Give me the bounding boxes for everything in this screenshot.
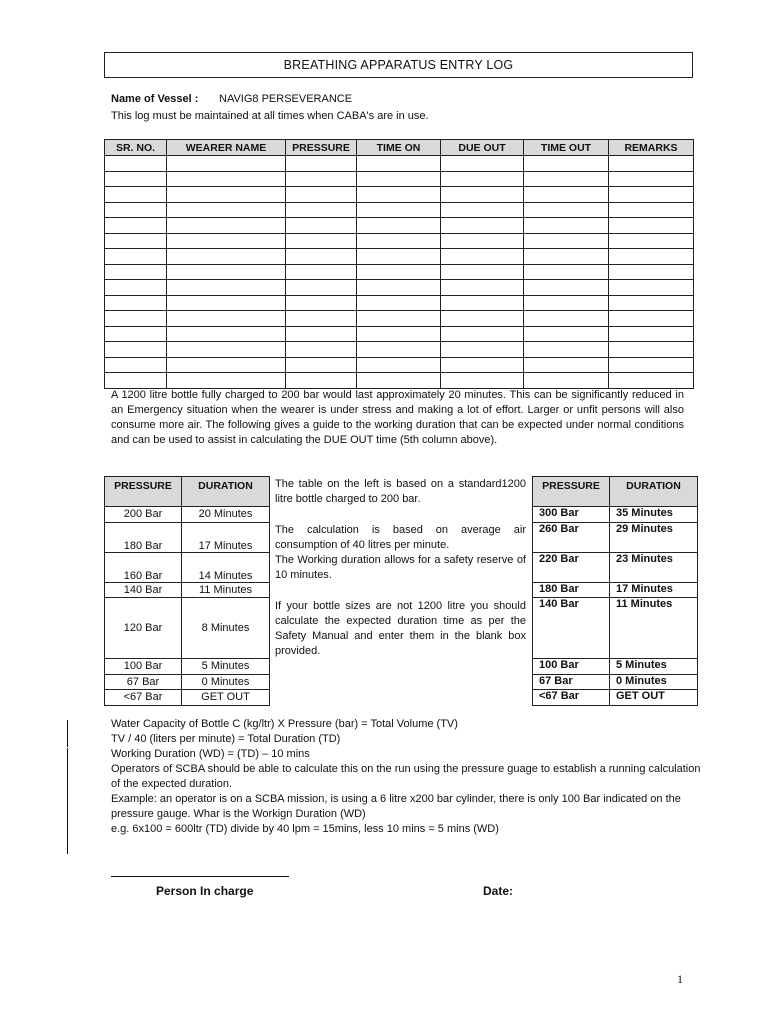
entry-cell[interactable] xyxy=(524,357,609,373)
entry-log-table xyxy=(104,139,694,389)
table-row xyxy=(533,690,698,706)
duration-cell: 23 Minutes xyxy=(610,552,698,582)
table-row xyxy=(105,690,270,706)
header-due-out: DUE OUT xyxy=(441,140,524,156)
entry-cell[interactable] xyxy=(286,202,357,218)
middle-note-3: The Working duration allows for a safety reserve of 10 minutes. xyxy=(275,554,526,581)
margin-bar-1 xyxy=(67,720,68,747)
entry-cell[interactable] xyxy=(357,171,441,187)
entry-cell[interactable] xyxy=(286,264,357,280)
right-pressure-table xyxy=(532,476,698,706)
entry-cell[interactable] xyxy=(105,233,167,249)
table-row xyxy=(105,373,694,389)
table-row xyxy=(105,342,694,358)
table-row xyxy=(105,674,270,690)
header-sr-no: SR. NO. xyxy=(105,140,167,156)
table-row xyxy=(533,674,698,690)
duration-cell: 14 Minutes xyxy=(182,552,270,582)
table-row xyxy=(105,264,694,280)
entry-cell[interactable] xyxy=(441,311,524,327)
entry-cell[interactable] xyxy=(441,326,524,342)
entry-cell[interactable] xyxy=(167,264,286,280)
entry-cell[interactable] xyxy=(524,202,609,218)
margin-bar-2 xyxy=(67,748,68,854)
entry-cell[interactable] xyxy=(105,311,167,327)
entry-cell[interactable] xyxy=(167,187,286,203)
pressure-cell: 180 Bar xyxy=(105,522,182,552)
duration-cell: 11 Minutes xyxy=(182,582,270,598)
middle-note-4: If your bottle sizes are not 1200 litre you should calculate the expected duration time as per the Safety Manual and enter them in the blank box provided. xyxy=(275,600,526,657)
table-row xyxy=(105,507,270,523)
pressure-cell: 100 Bar xyxy=(105,659,182,675)
entry-cell[interactable] xyxy=(357,295,441,311)
entry-cell[interactable] xyxy=(105,264,167,280)
entry-cell[interactable] xyxy=(441,249,524,265)
table-row xyxy=(533,522,698,552)
page-number: 1 xyxy=(677,972,683,986)
entry-cell[interactable] xyxy=(167,171,286,187)
duration-cell: 35 Minutes xyxy=(610,507,698,523)
duration-cell: 11 Minutes xyxy=(610,598,698,659)
entry-cell[interactable] xyxy=(609,249,694,265)
table-row xyxy=(105,280,694,296)
pressure-cell: 300 Bar xyxy=(533,507,610,523)
entry-cell[interactable] xyxy=(105,202,167,218)
entry-cell[interactable] xyxy=(105,156,167,172)
formula-line: Operators of SCBA should be able to calculate this on the run using the pressure guage to establish a running calculation of the expected duration. xyxy=(111,763,701,790)
table-row xyxy=(105,218,694,234)
duration-cell: 0 Minutes xyxy=(182,674,270,690)
table-row xyxy=(105,171,694,187)
pressure-cell: <67 Bar xyxy=(105,690,182,706)
right-header-duration: DURATION xyxy=(610,477,698,507)
entry-cell[interactable] xyxy=(286,187,357,203)
entry-cell[interactable] xyxy=(286,295,357,311)
pressure-cell: 200 Bar xyxy=(105,507,182,523)
entry-cell[interactable] xyxy=(524,373,609,389)
entry-cell[interactable] xyxy=(609,280,694,296)
entry-cell[interactable] xyxy=(524,342,609,358)
entry-cell[interactable] xyxy=(524,295,609,311)
formula-line: e.g. 6x100 = 600ltr (TD) divide by 40 lpm = 15mins, less 10 mins = 5 mins (WD) xyxy=(111,823,499,835)
entry-cell[interactable] xyxy=(105,342,167,358)
pressure-cell: 67 Bar xyxy=(533,674,610,690)
date-label: Date: xyxy=(483,884,514,898)
entry-cell[interactable] xyxy=(167,218,286,234)
entry-cell[interactable] xyxy=(357,264,441,280)
entry-cell[interactable] xyxy=(105,249,167,265)
formula-section xyxy=(111,717,711,837)
table-row xyxy=(533,582,698,598)
entry-cell[interactable] xyxy=(105,326,167,342)
entry-cell[interactable] xyxy=(357,202,441,218)
entry-cell[interactable] xyxy=(286,280,357,296)
entry-cell[interactable] xyxy=(524,249,609,265)
entry-cell[interactable] xyxy=(357,326,441,342)
entry-cell[interactable] xyxy=(357,311,441,327)
formula-line: Water Capacity of Bottle C (kg/ltr) X Pressure (bar) = Total Volume (TV) xyxy=(111,718,458,730)
entry-cell[interactable] xyxy=(524,311,609,327)
table-row xyxy=(105,582,270,598)
entry-cell[interactable] xyxy=(441,218,524,234)
left-pressure-header-row xyxy=(105,477,270,507)
entry-cell[interactable] xyxy=(524,156,609,172)
entry-cell[interactable] xyxy=(286,171,357,187)
table-row xyxy=(105,311,694,327)
duration-cell: 17 Minutes xyxy=(610,582,698,598)
header-wearer-name: WEARER NAME xyxy=(167,140,286,156)
entry-cell[interactable] xyxy=(286,311,357,327)
pressure-cell: 67 Bar xyxy=(105,674,182,690)
duration-cell: 29 Minutes xyxy=(610,522,698,552)
pressure-cell: 260 Bar xyxy=(533,522,610,552)
pressure-cell: 220 Bar xyxy=(533,552,610,582)
entry-cell[interactable] xyxy=(357,280,441,296)
entry-cell[interactable] xyxy=(167,202,286,218)
entry-cell[interactable] xyxy=(609,233,694,249)
header-time-out: TIME OUT xyxy=(524,140,609,156)
entry-cell[interactable] xyxy=(441,187,524,203)
header-pressure: PRESSURE xyxy=(286,140,357,156)
table-row xyxy=(105,249,694,265)
pressure-cell: 160 Bar xyxy=(105,552,182,582)
table-row xyxy=(105,357,694,373)
vessel-line xyxy=(111,93,352,105)
entry-cell[interactable] xyxy=(167,357,286,373)
pressure-cell: <67 Bar xyxy=(533,690,610,706)
table-row xyxy=(533,598,698,659)
pressure-cell: 140 Bar xyxy=(105,582,182,598)
entry-cell[interactable] xyxy=(524,187,609,203)
entry-cell[interactable] xyxy=(286,326,357,342)
table-row xyxy=(105,659,270,675)
entry-cell[interactable] xyxy=(357,357,441,373)
entry-cell[interactable] xyxy=(609,218,694,234)
table-row xyxy=(105,295,694,311)
table-row xyxy=(105,233,694,249)
formula-line: Working Duration (WD) = (TD) – 10 mins xyxy=(111,748,310,760)
entry-cell[interactable] xyxy=(357,373,441,389)
entry-cell[interactable] xyxy=(167,373,286,389)
duration-cell: 20 Minutes xyxy=(182,507,270,523)
entry-cell[interactable] xyxy=(441,342,524,358)
formula-line: Example: an operator is on a SCBA mission, is using a 6 litre x200 bar cylinder, there is only 100 Bar indicated on the pressure gauge. Whar is the Workign Duration (WD) xyxy=(111,793,681,820)
vessel-label: Name of Vessel : xyxy=(111,93,199,105)
header-remarks: REMARKS xyxy=(609,140,694,156)
duration-cell: 8 Minutes xyxy=(182,598,270,659)
entry-cell[interactable] xyxy=(441,264,524,280)
right-pressure-header-row xyxy=(533,477,698,507)
entry-cell[interactable] xyxy=(357,342,441,358)
table-row xyxy=(105,598,270,659)
entry-cell[interactable] xyxy=(441,233,524,249)
duration-cell: 17 Minutes xyxy=(182,522,270,552)
header-time-on: TIME ON xyxy=(357,140,441,156)
entry-cell[interactable] xyxy=(167,249,286,265)
entry-cell[interactable] xyxy=(357,156,441,172)
entry-cell[interactable] xyxy=(286,249,357,265)
duration-cell: 5 Minutes xyxy=(182,659,270,675)
entry-cell[interactable] xyxy=(609,326,694,342)
right-header-pressure: PRESSURE xyxy=(533,477,610,507)
entry-cell[interactable] xyxy=(167,342,286,358)
entry-cell[interactable] xyxy=(609,156,694,172)
entry-cell[interactable] xyxy=(357,233,441,249)
entry-cell[interactable] xyxy=(441,171,524,187)
duration-cell: 5 Minutes xyxy=(610,659,698,675)
table-row xyxy=(105,202,694,218)
entry-cell[interactable] xyxy=(167,156,286,172)
entry-cell[interactable] xyxy=(441,373,524,389)
entry-cell[interactable] xyxy=(524,264,609,280)
entry-table-header-row xyxy=(105,140,694,156)
left-pressure-table xyxy=(104,476,270,706)
entry-cell[interactable] xyxy=(609,357,694,373)
entry-cell[interactable] xyxy=(441,280,524,296)
entry-table-body xyxy=(105,156,694,389)
entry-cell[interactable] xyxy=(441,202,524,218)
left-header-pressure: PRESSURE xyxy=(105,477,182,507)
maintain-note: This log must be maintained at all times when CABA's are in use. xyxy=(111,110,429,122)
entry-cell[interactable] xyxy=(609,373,694,389)
entry-cell[interactable] xyxy=(167,233,286,249)
entry-cell[interactable] xyxy=(105,171,167,187)
entry-cell[interactable] xyxy=(524,280,609,296)
entry-cell[interactable] xyxy=(167,295,286,311)
entry-cell[interactable] xyxy=(609,187,694,203)
vessel-name: NAVIG8 PERSEVERANCE xyxy=(219,93,353,105)
pressure-cell: 140 Bar xyxy=(533,598,610,659)
entry-cell[interactable] xyxy=(105,357,167,373)
pressure-cell: 120 Bar xyxy=(105,598,182,659)
person-in-charge-label: Person In charge xyxy=(156,884,254,898)
entry-cell[interactable] xyxy=(609,311,694,327)
table-row xyxy=(105,156,694,172)
entry-cell[interactable] xyxy=(286,218,357,234)
entry-cell[interactable] xyxy=(105,295,167,311)
entry-cell[interactable] xyxy=(286,373,357,389)
table-row xyxy=(533,659,698,675)
entry-cell[interactable] xyxy=(441,156,524,172)
middle-note-1: The table on the left is based on a standard1200 litre bottle charged to 200 bar. xyxy=(275,478,526,505)
entry-cell[interactable] xyxy=(609,295,694,311)
page-title: BREATHING APPARATUS ENTRY LOG xyxy=(104,52,693,78)
table-row xyxy=(105,522,270,552)
table-row xyxy=(105,326,694,342)
entry-cell[interactable] xyxy=(524,233,609,249)
signature-line xyxy=(111,876,289,877)
entry-cell[interactable] xyxy=(286,357,357,373)
entry-cell[interactable] xyxy=(609,171,694,187)
pressure-cell: 180 Bar xyxy=(533,582,610,598)
entry-cell[interactable] xyxy=(357,249,441,265)
entry-cell[interactable] xyxy=(167,311,286,327)
table-row xyxy=(105,552,270,582)
entry-cell[interactable] xyxy=(524,171,609,187)
entry-cell[interactable] xyxy=(105,280,167,296)
entry-cell[interactable] xyxy=(105,218,167,234)
entry-cell[interactable] xyxy=(286,233,357,249)
entry-cell[interactable] xyxy=(167,326,286,342)
formula-line: TV / 40 (liters per minute) = Total Duration (TD) xyxy=(111,733,341,745)
table-row xyxy=(533,507,698,523)
entry-cell[interactable] xyxy=(524,218,609,234)
duration-cell: GET OUT xyxy=(610,690,698,706)
pressure-cell: 100 Bar xyxy=(533,659,610,675)
entry-cell[interactable] xyxy=(609,342,694,358)
entry-cell[interactable] xyxy=(609,202,694,218)
duration-cell: GET OUT xyxy=(182,690,270,706)
entry-cell[interactable] xyxy=(286,156,357,172)
table-row xyxy=(533,552,698,582)
left-header-duration: DURATION xyxy=(182,477,270,507)
entry-cell[interactable] xyxy=(441,295,524,311)
table-row xyxy=(105,187,694,203)
entry-cell[interactable] xyxy=(105,373,167,389)
entry-cell[interactable] xyxy=(167,280,286,296)
entry-cell[interactable] xyxy=(441,357,524,373)
entry-cell[interactable] xyxy=(609,264,694,280)
entry-cell[interactable] xyxy=(286,342,357,358)
duration-cell: 0 Minutes xyxy=(610,674,698,690)
entry-cell[interactable] xyxy=(357,187,441,203)
entry-cell[interactable] xyxy=(524,326,609,342)
entry-cell[interactable] xyxy=(105,187,167,203)
entry-cell[interactable] xyxy=(357,218,441,234)
middle-note-2: The calculation is based on average air consumption of 40 litres per minute. xyxy=(275,524,526,551)
guide-paragraph: A 1200 litre bottle fully charged to 200 bar would last approximately 20 minutes. This can be significantly reduced in an Emergency situation when the wearer is under stress and making a lot of effort. Larger or unfit persons will also consume more air. The following gives a guide to the working duration that can be expected under normal conditions and can be used to assist in calculating the DUE OUT time (5th column above). xyxy=(111,389,684,446)
